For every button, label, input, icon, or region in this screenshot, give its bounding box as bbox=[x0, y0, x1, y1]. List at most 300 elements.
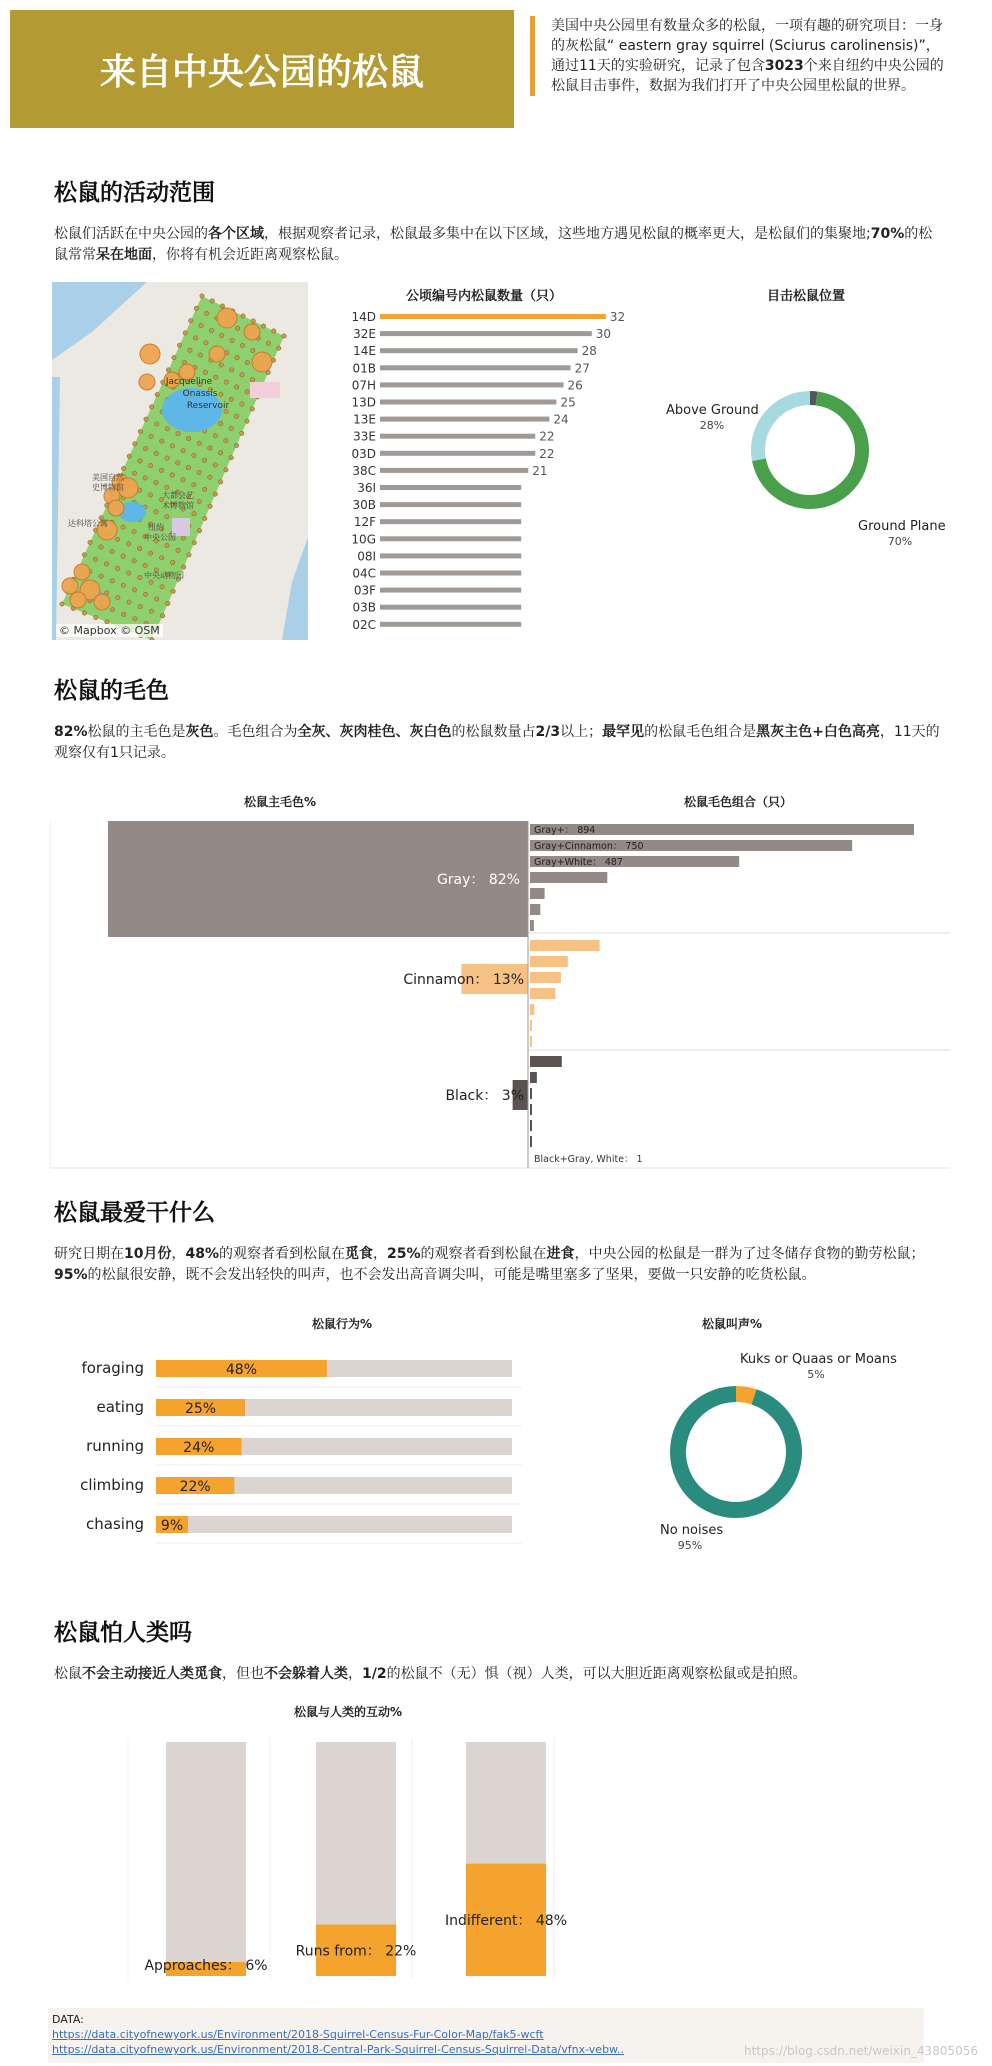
map-sighting-dot bbox=[261, 324, 265, 328]
map-sighting-dot bbox=[143, 446, 147, 450]
map-label-onassis: Onassis bbox=[182, 389, 218, 399]
data-link-squirrel-data[interactable]: https://data.cityofnewyork.us/Environment/2018-Central-Park-Squirrel-Census-Squirrel-Data/vfnx-vebw.. bbox=[52, 2043, 625, 2056]
map-sighting-dot bbox=[149, 405, 153, 409]
hectare-bar bbox=[380, 382, 564, 387]
map-sighting-dot bbox=[170, 444, 174, 448]
fur-combo-bar bbox=[530, 888, 545, 899]
hectare-value: 28 bbox=[581, 344, 597, 359]
map-sighting-dot bbox=[155, 597, 159, 601]
section-paragraph-activity bbox=[54, 1244, 944, 1286]
chart-fur-color bbox=[50, 788, 950, 1180]
map-sighting-dot bbox=[245, 360, 249, 364]
map-sighting-dot bbox=[171, 589, 175, 593]
map-sighting-dot bbox=[149, 463, 153, 467]
map-sighting-dot bbox=[203, 516, 207, 520]
map-sighting-dot bbox=[224, 380, 228, 384]
para-text: 的观察者看到松鼠在 bbox=[420, 1246, 547, 1262]
map-sighting-dot bbox=[160, 585, 164, 589]
map-sighting-dot bbox=[235, 355, 239, 359]
fur-combo-bar bbox=[530, 1120, 532, 1131]
map-sighting-dot bbox=[138, 604, 142, 608]
chart-noise bbox=[640, 1310, 950, 1560]
map-sighting-dot bbox=[160, 613, 164, 617]
map-sighting-dot bbox=[104, 562, 108, 566]
section-paragraph-range bbox=[54, 224, 944, 266]
map-sighting-dot bbox=[132, 471, 136, 475]
para-text: ，但也 bbox=[222, 1666, 264, 1682]
hectare-bar bbox=[380, 314, 606, 319]
para-text: 。毛色组合为 bbox=[213, 724, 298, 740]
map-sighting-dot bbox=[202, 458, 206, 462]
hectare-label: 36I bbox=[357, 481, 376, 495]
para-bold: 进食 bbox=[546, 1246, 575, 1262]
para-text: 松鼠 bbox=[54, 1666, 82, 1682]
hectare-value: 22 bbox=[539, 446, 555, 461]
noise-pct-none: 95% bbox=[677, 1539, 703, 1552]
map-sighting-dot bbox=[82, 553, 86, 557]
fur-main-label: Black： 3% bbox=[445, 1088, 524, 1104]
para-text: 的松鼠数量占 bbox=[451, 724, 536, 740]
map-hotspot bbox=[252, 352, 272, 372]
map-sighting-dot bbox=[132, 529, 136, 533]
map-sighting-dot bbox=[202, 487, 206, 491]
map-sighting-dot bbox=[194, 306, 198, 310]
hectare-label: 14E bbox=[353, 344, 376, 359]
hectare-label: 38C bbox=[352, 463, 376, 478]
human-value: Indifferent： 48% bbox=[444, 1912, 568, 1929]
location-slice bbox=[758, 398, 810, 460]
hectare-bar bbox=[380, 622, 521, 627]
map-hotspot bbox=[209, 346, 225, 362]
map-sighting-dot bbox=[110, 608, 114, 612]
map-label-met-2: 术博物馆 bbox=[162, 501, 194, 510]
map-sighting-dot bbox=[172, 355, 176, 359]
map-sighting-dot bbox=[197, 470, 201, 474]
map-sighting-dot bbox=[121, 554, 125, 558]
para-text: ，11天的观察仅有1只记录。 bbox=[54, 724, 940, 761]
map-sighting-dot bbox=[170, 560, 174, 564]
map-sighting-dot bbox=[177, 343, 181, 347]
map-sighting-dot bbox=[218, 421, 222, 425]
map-sighting-dot bbox=[189, 318, 193, 322]
map-sighting-dot bbox=[240, 373, 244, 377]
para-bold: 最罕见 bbox=[602, 724, 645, 740]
location-pct-ground: 70% bbox=[887, 535, 913, 548]
map-sighting-dot bbox=[229, 397, 233, 401]
hectare-label: 03D bbox=[351, 446, 376, 461]
section-heading-range: 松鼠的活动范围 bbox=[54, 180, 215, 206]
fur-combo-annotation: Gray+： 894 bbox=[534, 825, 596, 836]
chart-title: 松鼠毛色组合（只） bbox=[683, 795, 793, 809]
map-sighting-dot bbox=[224, 438, 228, 442]
map-sighting-dot bbox=[150, 638, 154, 640]
map-sighting-dot bbox=[143, 476, 147, 480]
hectare-bar bbox=[380, 519, 521, 524]
hectare-value: 27 bbox=[574, 361, 590, 376]
hectare-value: 32 bbox=[609, 310, 626, 324]
para-bold: 各个区域 bbox=[208, 226, 264, 242]
fur-combo-annotation: Black+Gray, White： 1 bbox=[534, 1154, 643, 1165]
map-sighting-dot bbox=[154, 422, 158, 426]
hectare-label: 12F bbox=[353, 515, 376, 530]
intro-part: 个来自纽约中央公园的松鼠目击事件，数据为我们打开了中央公园里松鼠的世界。 bbox=[551, 58, 944, 94]
hectare-bar bbox=[380, 417, 549, 422]
map-sighting-dot bbox=[181, 478, 185, 482]
chart-title: 松鼠行为% bbox=[311, 1317, 373, 1331]
hectare-label: 01B bbox=[352, 361, 376, 376]
para-text: ，根据观察者记录，松鼠最多集中在以下区域，这些地方遇见松鼠的概率更大，是松鼠们的集聚地; bbox=[264, 226, 871, 242]
map-sighting-dot bbox=[165, 543, 169, 547]
map-label-ny: 纽约 bbox=[148, 523, 164, 532]
para-bold: 觅食 bbox=[345, 1246, 373, 1262]
para-bold: 不会主动接近人类觅食 bbox=[82, 1666, 222, 1682]
fur-combo-bar bbox=[530, 1036, 532, 1047]
map-sighting-dot bbox=[127, 600, 131, 604]
section-paragraph-humans bbox=[54, 1664, 944, 1685]
behavior-value: 24% bbox=[183, 1440, 215, 1456]
map-sighting-dot bbox=[165, 514, 169, 518]
hectare-label: 14D bbox=[351, 310, 376, 324]
hectare-value: 25 bbox=[560, 395, 576, 410]
map-hotspot bbox=[62, 578, 78, 594]
map-sighting-dot bbox=[110, 579, 114, 583]
hectare-value: 21 bbox=[532, 463, 548, 478]
section-heading-humans: 松鼠怕人类吗 bbox=[54, 1620, 192, 1646]
section-heading-fur: 松鼠的毛色 bbox=[54, 678, 169, 704]
map-sighting-dot bbox=[192, 541, 196, 545]
para-text: ，你将有机会近距离观察松鼠。 bbox=[152, 247, 348, 263]
map-sighting-dot bbox=[250, 407, 254, 411]
map-sighting-dot bbox=[176, 548, 180, 552]
map-sighting-dot bbox=[234, 443, 238, 447]
map-sighting-dot bbox=[165, 456, 169, 460]
map-sighting-dot bbox=[166, 601, 170, 605]
map-label-zoo: 中央动物园 bbox=[144, 571, 184, 580]
hectare-label: 04C bbox=[352, 566, 376, 581]
map-sighting-dot bbox=[166, 368, 170, 372]
map-sighting-dot bbox=[137, 546, 141, 550]
map-sighting-dot bbox=[220, 304, 224, 308]
hectare-bar bbox=[380, 348, 578, 353]
hectare-label: 03F bbox=[353, 583, 376, 598]
hectare-bar bbox=[380, 588, 521, 593]
map-sighting-dot bbox=[272, 329, 276, 333]
para-bold: 82% bbox=[54, 724, 88, 740]
map-sighting-dot bbox=[186, 436, 190, 440]
map-sighting-dot bbox=[149, 434, 153, 438]
map-sighting-dot bbox=[186, 465, 190, 469]
map-sighting-dot bbox=[165, 485, 169, 489]
map-sighting-dot bbox=[159, 468, 163, 472]
map-sighting-dot bbox=[176, 461, 180, 465]
chart-hectare-counts bbox=[340, 282, 680, 644]
map-sighting-dot bbox=[219, 392, 223, 396]
map-sighting-dot bbox=[138, 429, 142, 433]
map-sighting-dot bbox=[219, 363, 223, 367]
chart-human-interaction bbox=[120, 1698, 620, 1998]
location-pct-above: 28% bbox=[699, 419, 725, 432]
map-sighting-dot bbox=[155, 392, 159, 396]
map-sighting-dot bbox=[245, 419, 249, 423]
para-text: 研究日期在 bbox=[54, 1246, 124, 1262]
fur-combo-bar bbox=[530, 904, 540, 915]
map-sighting-dot bbox=[154, 510, 158, 514]
hectare-label: 33E bbox=[353, 429, 376, 444]
para-bold: 全灰、灰肉桂色、灰白色 bbox=[297, 724, 452, 740]
map-sighting-dot bbox=[229, 455, 233, 459]
para-bold: 灰色 bbox=[185, 724, 214, 740]
map-sighting-dot bbox=[218, 451, 222, 455]
para-bold: 2/3 bbox=[535, 724, 561, 740]
map-sighting-dot bbox=[197, 528, 201, 532]
map-sighting-dot bbox=[132, 559, 136, 563]
chart-title: 目击松鼠位置 bbox=[766, 289, 846, 304]
fur-combo-bar bbox=[530, 1072, 537, 1083]
para-bold: 黑灰主色+白色高亮 bbox=[756, 724, 880, 740]
map-sighting-dot bbox=[149, 609, 153, 613]
fur-combo-bar bbox=[530, 940, 600, 951]
hectare-label: 07H bbox=[351, 378, 376, 393]
noise-legend-none: No noises bbox=[660, 1523, 724, 1538]
map-sighting-dot bbox=[121, 612, 125, 616]
fur-combo-annotation: Gray+Cinnamon： 750 bbox=[534, 841, 644, 852]
para-text: 以上； bbox=[560, 724, 603, 740]
map-sighting-dot bbox=[229, 426, 233, 430]
map-sighting-dot bbox=[154, 480, 158, 484]
intro-count: 3023 bbox=[764, 58, 804, 74]
map-hotspot bbox=[94, 594, 110, 610]
para-text: 松鼠的主毛色是 bbox=[87, 724, 186, 740]
map-sighting-dot bbox=[183, 331, 187, 335]
chart-title: 松鼠与人类的互动% bbox=[293, 1705, 403, 1719]
map-sighting-dot bbox=[181, 536, 185, 540]
hectare-label: 13D bbox=[351, 395, 376, 410]
map-hotspot bbox=[74, 564, 90, 580]
map-sighting-dot bbox=[204, 341, 208, 345]
map-sighting-dot bbox=[116, 595, 120, 599]
hectare-value: 30 bbox=[595, 327, 612, 342]
hectare-label: 30B bbox=[352, 498, 376, 513]
map-sighting-dot bbox=[165, 427, 169, 431]
hectare-bar bbox=[380, 451, 535, 456]
map-sighting-dot bbox=[82, 611, 86, 615]
behavior-label: foraging bbox=[81, 1359, 144, 1377]
map-sighting-dot bbox=[245, 390, 249, 394]
map-sighting-dot bbox=[99, 545, 103, 549]
noise-slice bbox=[678, 1394, 794, 1510]
para-text: ， bbox=[373, 1246, 387, 1262]
para-bold: 25% bbox=[387, 1246, 421, 1262]
map-sighting-dot bbox=[160, 439, 164, 443]
human-value: Approaches： 6% bbox=[144, 1958, 268, 1974]
para-text: ， bbox=[171, 1246, 186, 1262]
map-label-cp: 中央公园 bbox=[144, 533, 176, 542]
map-hotspot bbox=[139, 374, 155, 390]
map-sighting-dot bbox=[143, 592, 147, 596]
map-sighting-dot bbox=[143, 563, 147, 567]
map-sighting-dot bbox=[192, 453, 196, 457]
para-text: ， bbox=[348, 1666, 362, 1682]
map-sighting-dot bbox=[60, 602, 64, 606]
map-sighting-dot bbox=[121, 466, 125, 470]
human-track bbox=[166, 1742, 246, 1976]
map-sighting-dot bbox=[208, 475, 212, 479]
fur-combo-bar bbox=[530, 1104, 532, 1115]
behavior-label: chasing bbox=[86, 1515, 144, 1533]
fur-combo-bar bbox=[530, 920, 533, 931]
map-sighting-dot bbox=[209, 328, 213, 332]
map-sighting-dot bbox=[192, 512, 196, 516]
hectare-label: 13E bbox=[353, 412, 376, 427]
map-sighting-dot bbox=[235, 326, 239, 330]
map-sighting-dot bbox=[132, 588, 136, 592]
map-sighting-dot bbox=[99, 574, 103, 578]
map-sighting-dot bbox=[121, 583, 125, 587]
map-sighting-dot bbox=[115, 566, 119, 570]
fur-combo-bar bbox=[530, 956, 568, 967]
map-sighting-dot bbox=[181, 448, 185, 452]
map-sighting-dot bbox=[208, 446, 212, 450]
noise-legend-sounds: Kuks or Quaas or Moans bbox=[740, 1352, 897, 1367]
para-bold: 不会躲着人类 bbox=[264, 1666, 348, 1682]
behavior-value: 9% bbox=[160, 1518, 184, 1534]
map-sighting-dot bbox=[224, 468, 228, 472]
map-sighting-dot bbox=[115, 537, 119, 541]
map-credit[interactable]: © Mapbox © OSM bbox=[56, 624, 163, 637]
map-sighting-dot bbox=[192, 482, 196, 486]
human-value: Runs from： 22% bbox=[295, 1943, 417, 1960]
map-sighting-dot bbox=[204, 311, 208, 315]
para-text: ，中央公园的松鼠是一群为了过冬储存食物的勤劳松鼠； bbox=[574, 1246, 925, 1262]
page-title: 来自中央公园的松鼠 bbox=[99, 51, 424, 93]
noise-slice bbox=[736, 1394, 754, 1397]
map-sighting-dot bbox=[187, 553, 191, 557]
fur-combo-annotation: Gray+White： 487 bbox=[534, 857, 623, 868]
city-block bbox=[250, 382, 280, 398]
para-bold: 70% bbox=[870, 226, 905, 242]
map-sighting-dot bbox=[138, 459, 142, 463]
map-hotspot bbox=[70, 592, 86, 608]
location-legend-ground: Ground Plane bbox=[858, 519, 946, 534]
map-sighting-dot bbox=[240, 343, 244, 347]
para-bold: 1/2 bbox=[362, 1666, 387, 1682]
map-sighting-dot bbox=[188, 348, 192, 352]
map-sighting-dot bbox=[198, 353, 202, 357]
para-text: 的观察者看到松鼠在 bbox=[219, 1246, 345, 1262]
behavior-value: 22% bbox=[179, 1479, 211, 1495]
page-title-banner bbox=[10, 10, 514, 128]
map-sighting-dot bbox=[93, 557, 97, 561]
map-sighting-dot bbox=[235, 385, 239, 389]
behavior-label: eating bbox=[96, 1398, 144, 1416]
noise-pct-sounds: 5% bbox=[807, 1368, 825, 1381]
map-sighting-dot bbox=[230, 338, 234, 342]
map-sighting-dot bbox=[126, 542, 130, 546]
map-sighting-dot bbox=[176, 431, 180, 435]
hectare-value: 22 bbox=[539, 429, 555, 444]
chart-squirrel-location bbox=[660, 282, 960, 562]
map-sighting-dot bbox=[203, 370, 207, 374]
behavior-value: 25% bbox=[184, 1401, 217, 1417]
map-label-met-1: 大都会艺 bbox=[162, 491, 194, 500]
hectare-bar bbox=[380, 468, 528, 473]
fur-combo-bar bbox=[530, 1088, 532, 1099]
hectare-bar bbox=[380, 502, 521, 507]
behavior-label: climbing bbox=[80, 1476, 144, 1494]
para-bold: 呆在地面 bbox=[96, 247, 152, 263]
map-sighting-dot bbox=[144, 417, 148, 421]
location-legend-above: Above Ground bbox=[666, 403, 759, 418]
map-hotspot bbox=[244, 324, 260, 340]
map-label-nat-hist-2: 史博物馆 bbox=[92, 483, 124, 492]
map-label-dakota: 达科塔公寓 bbox=[68, 519, 108, 528]
map-sighting-dot bbox=[218, 480, 222, 484]
map-sighting-dot bbox=[110, 549, 114, 553]
map-sighting-dot bbox=[197, 441, 201, 445]
map-sighting-dot bbox=[133, 617, 137, 621]
map-sighting-dot bbox=[251, 319, 255, 323]
data-label: DATA: bbox=[52, 2013, 84, 2026]
map-sighting-dot bbox=[199, 323, 203, 327]
chart-title: 松鼠主毛色% bbox=[243, 795, 317, 809]
behavior-track bbox=[156, 1516, 512, 1533]
fur-main-label: Cinnamon： 13% bbox=[403, 972, 524, 988]
map-sighting-dot bbox=[229, 368, 233, 372]
hectare-bar bbox=[380, 605, 521, 610]
hectare-label: 10G bbox=[351, 532, 376, 547]
para-text: 的松鼠毛色组合是 bbox=[644, 724, 757, 740]
map-sighting-dot bbox=[234, 414, 238, 418]
map-sighting-dot bbox=[240, 431, 244, 435]
map-sighting-dot bbox=[210, 299, 214, 303]
hectare-bar bbox=[380, 485, 521, 490]
hectare-bar bbox=[380, 536, 521, 541]
map-sighting-dot bbox=[197, 499, 201, 503]
map-label-jacqueline: Jacqueline bbox=[165, 377, 213, 387]
map-sighting-dot bbox=[94, 615, 98, 619]
map-sighting-dot bbox=[138, 575, 142, 579]
map-sighting-dot bbox=[200, 294, 204, 298]
map-sighting-dot bbox=[121, 525, 125, 529]
fur-combo-bar bbox=[530, 872, 607, 883]
hectare-bar bbox=[380, 331, 592, 336]
fur-combo-bar bbox=[530, 1004, 534, 1015]
squirrel-map[interactable] bbox=[52, 282, 308, 640]
map-sighting-dot bbox=[213, 492, 217, 496]
map-sighting-dot bbox=[213, 434, 217, 438]
fur-combo-bar bbox=[530, 972, 561, 983]
map-sighting-dot bbox=[193, 336, 197, 340]
map-sighting-dot bbox=[133, 442, 137, 446]
data-link-fur-color[interactable]: https://data.cityofnewyork.us/Environment/2018-Squirrel-Census-Fur-Color-Map/fak5-wcft bbox=[52, 2028, 544, 2041]
intro-text bbox=[530, 16, 948, 96]
hectare-value: 26 bbox=[567, 378, 583, 393]
map-sighting-dot bbox=[127, 571, 131, 575]
map-sighting-dot bbox=[266, 341, 270, 345]
map-hotspot bbox=[217, 308, 237, 328]
behavior-value: 48% bbox=[225, 1362, 258, 1378]
hectare-bar bbox=[380, 571, 521, 576]
map-label-nat-hist-1: 美国自然 bbox=[92, 473, 124, 482]
map-label-reservoir: Reservoir bbox=[186, 401, 230, 411]
para-text: 的松鼠不（无）惧（视）人类，可以大胆近距离观察松鼠或是拍照。 bbox=[386, 1666, 807, 1682]
map-hotspot bbox=[108, 500, 124, 516]
map-sighting-dot bbox=[154, 451, 158, 455]
hectare-value: 24 bbox=[553, 412, 569, 427]
map-sighting-dot bbox=[214, 375, 218, 379]
behavior-label: running bbox=[86, 1437, 144, 1455]
map-sighting-dot bbox=[208, 504, 212, 508]
